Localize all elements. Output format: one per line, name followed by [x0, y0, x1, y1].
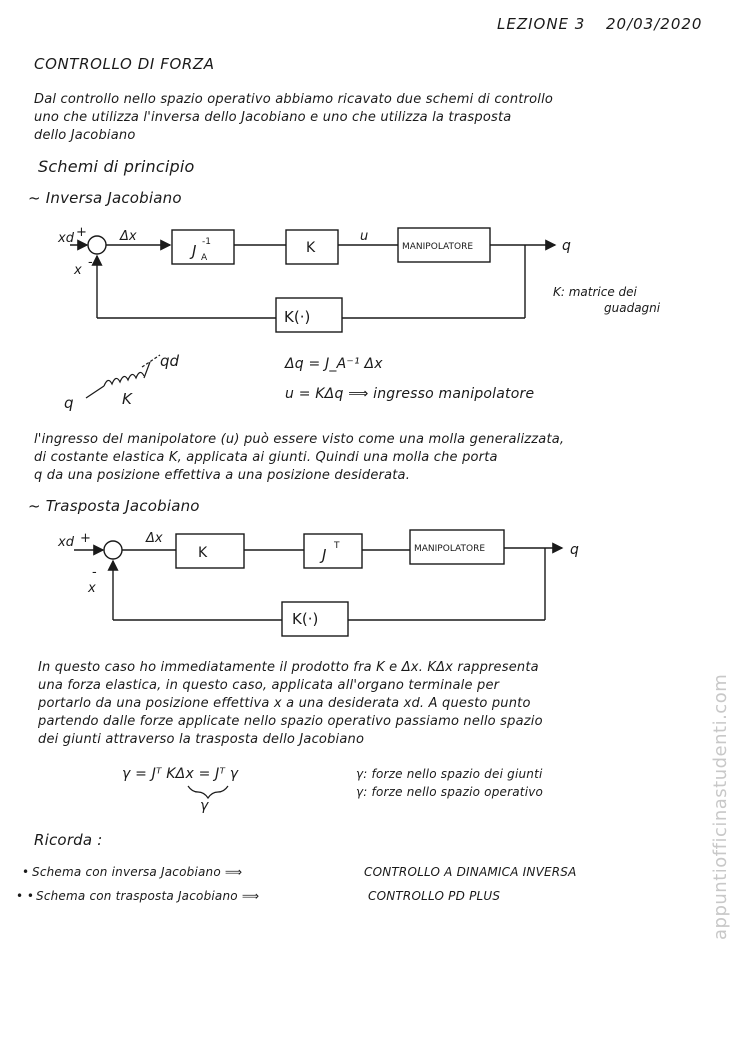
remember-item-1-right: CONTROLLO A DINAMICA INVERSA	[364, 865, 577, 879]
principle-heading: Schemi di principio	[38, 157, 195, 176]
transpose-text-5: dei giunti attraverso la trasposta dello Jacobiano	[38, 732, 365, 747]
inverse-feedback-text: K(·)	[284, 308, 311, 326]
transpose-label-minus: -	[92, 565, 97, 580]
transpose-summing-junction	[104, 541, 122, 559]
inverse-label-u: u	[360, 229, 369, 244]
inverse-block2-text: K	[306, 240, 316, 256]
spring-label-k: K	[122, 390, 132, 408]
spring-label-q: q	[64, 394, 74, 412]
inverse-label-q: q	[562, 238, 571, 254]
inverse-label-minus: -	[88, 255, 93, 270]
transpose-block2-text: J	[322, 546, 327, 564]
spring-label-qd: qd	[160, 352, 180, 370]
transpose-legend-1: γ: forze nello spazio dei giunti	[356, 767, 543, 781]
page-title: CONTROLLO DI FORZA	[34, 55, 215, 73]
inverse-text-2: di costante elastica K, applicata ai giunti. Quindi una molla che porta	[34, 450, 498, 465]
transpose-legend-2: γ: forze nello spazio operativo	[356, 785, 544, 799]
inverse-text-3: q da una posizione effettiva a una posizione desiderata.	[34, 468, 411, 483]
transpose-label-plus: +	[80, 531, 91, 546]
inverse-heading: ~ Inversa Jacobiano	[28, 189, 182, 207]
intro-line-2: uno che utilizza l'inversa dello Jacobiano e uno che utilizza la trasposta	[34, 110, 512, 125]
inverse-note-1: K: matrice dei	[553, 285, 637, 299]
transpose-text-1: In questo caso ho immediatamente il prodotto fra K e Δx. KΔx rappresenta	[38, 660, 539, 675]
transpose-text-3: portarlo da una posizione effettiva x a una desiderata xd. A questo punto	[38, 696, 531, 711]
remember-item-2-left: Schema con trasposta Jacobiano ⟹	[36, 889, 260, 903]
inverse-label-dx: Δx	[120, 229, 137, 244]
remember-heading: Ricorda :	[34, 831, 103, 849]
lesson-date: 20/03/2020	[606, 15, 703, 33]
transpose-label-xd: xd	[58, 535, 74, 550]
transpose-heading: ~ Trasposta Jacobiano	[28, 497, 200, 515]
lesson-label: LEZIONE 3	[497, 15, 586, 33]
inverse-text-1: l'ingresso del manipolatore (u) può essere visto come una molla generalizzata,	[34, 432, 565, 447]
transpose-equation-under: γ	[200, 798, 209, 814]
bullet-icon: •	[22, 865, 30, 879]
inverse-label-xd: xd	[58, 231, 74, 246]
transpose-label-x: x	[88, 581, 96, 596]
transpose-block1-text: K	[198, 545, 208, 561]
intro-line-3: dello Jacobiano	[34, 128, 136, 143]
transpose-label-q: q	[570, 542, 579, 558]
transpose-block2-sup: T	[334, 541, 340, 551]
inverse-block3-text: MANIPOLATORE	[402, 242, 474, 252]
intro-line-1: Dal controllo nello spazio operativo abbiamo ricavato due schemi di controllo	[34, 92, 554, 107]
inverse-label-x: x	[74, 263, 82, 278]
transpose-label-dx: Δx	[146, 531, 163, 546]
transpose-feedback-text: K(·)	[292, 610, 319, 628]
inverse-note-2: guadagni	[604, 301, 661, 315]
inverse-block1-text: J	[192, 242, 197, 260]
transpose-equation: γ = Jᵀ KΔx = Jᵀ γ	[122, 766, 239, 782]
inverse-block1-sup: -1	[202, 237, 211, 247]
inverse-equation-1: Δq = J_A⁻¹ Δx	[285, 356, 383, 372]
remember-item-1-left: Schema con inversa Jacobiano ⟹	[32, 865, 243, 879]
transpose-block-jacobian-t	[304, 534, 362, 568]
equation-brace	[188, 786, 228, 798]
transpose-text-4: partendo dalle forze applicate nello spazio operativo passiamo nello spazio	[38, 714, 543, 729]
transpose-block-k	[176, 534, 244, 568]
bullet-icon: • •	[16, 889, 34, 903]
remember-item-2-right: CONTROLLO PD PLUS	[368, 889, 501, 903]
transpose-block3-text: MANIPOLATORE	[414, 544, 486, 554]
inverse-label-plus: +	[76, 225, 87, 240]
inverse-equation-2: u = KΔq ⟹ ingresso manipolatore	[285, 386, 535, 402]
transpose-text-2: una forza elastica, in questo caso, applicata all'organo terminale per	[38, 678, 500, 693]
site-watermark: appuntiofficinastudenti.com	[710, 673, 731, 940]
inverse-block1-sub: A	[201, 253, 208, 263]
